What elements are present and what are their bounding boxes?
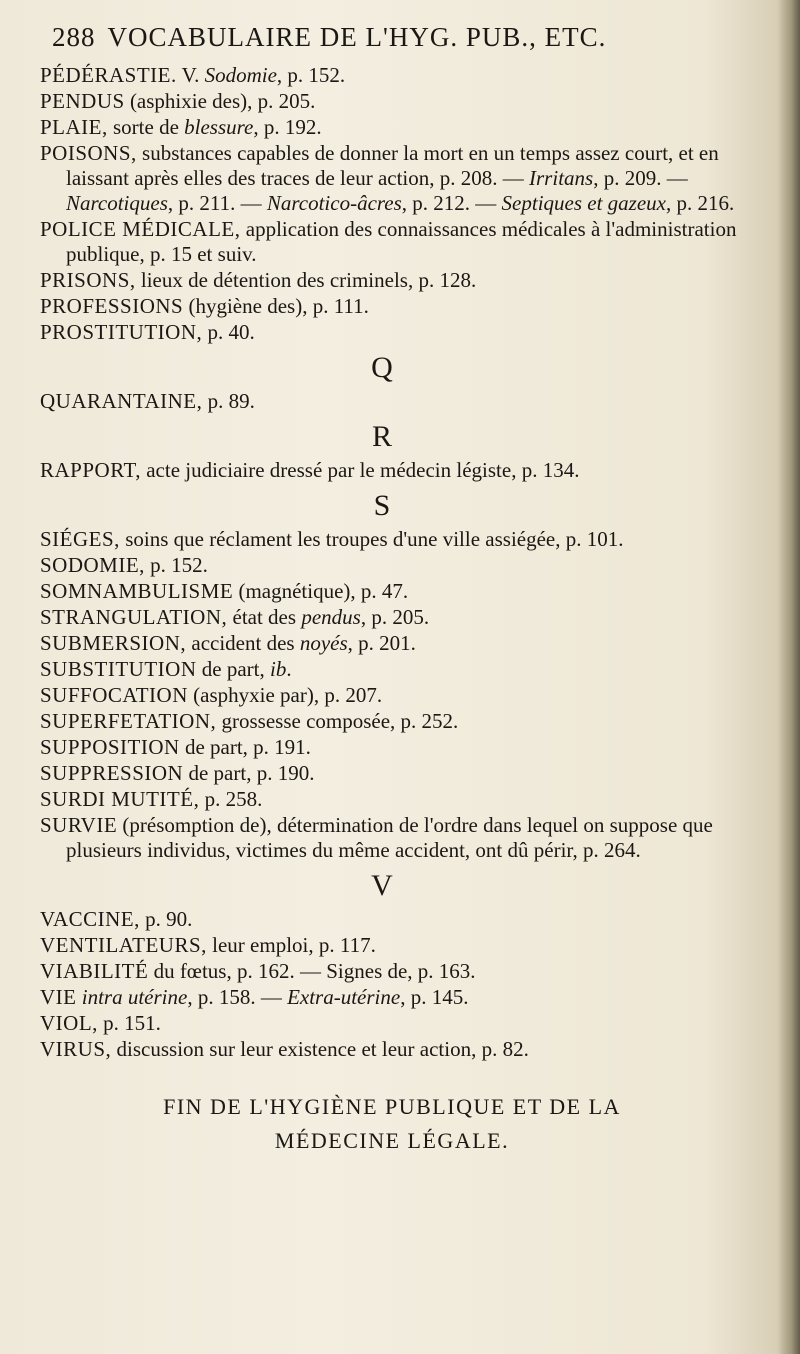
entry-text: soins que réclament les troupes d'une ville assiégée, p. 101.	[119, 527, 624, 551]
index-entry	[40, 389, 754, 414]
page-edge-shadow	[778, 0, 800, 1354]
entry-headword: STRANGULATION,	[40, 605, 228, 629]
entry-text: de part, p. 191.	[179, 735, 311, 759]
entry-headword: RAPPORT,	[40, 458, 141, 482]
index-entry	[40, 735, 754, 760]
entry-headword: SOMNAMBULISME	[40, 579, 234, 603]
entry-text: p. 40.	[202, 320, 255, 344]
entry-text: (asphyxie par), p. 207.	[187, 683, 383, 707]
index-entry	[40, 458, 754, 483]
entry-italic-text: Narcotico-âcres	[266, 191, 402, 215]
index-entry	[40, 579, 754, 604]
letter-heading-q: Q	[371, 351, 393, 384]
entry-headword: SUPPRESSION	[40, 761, 184, 785]
entry-text: , p. 205.	[360, 605, 430, 629]
entry-text: , p. 158. —	[187, 985, 288, 1009]
end-note	[40, 1090, 754, 1158]
entry-text: , p. 201.	[347, 631, 416, 655]
letter-heading-v: V	[371, 869, 393, 902]
end-note-line-1: FIN DE L'HYGIÈNE PUBLIQUE ET DE LA	[163, 1094, 621, 1119]
index-entry	[40, 683, 754, 708]
entry-headword: POLICE MÉDICALE,	[40, 217, 241, 241]
entry-text: V.	[176, 63, 205, 87]
entry-headword: PROFESSIONS	[40, 294, 184, 318]
entry-headword: SUFFOCATION	[40, 683, 188, 707]
entry-italic-text: blessure	[184, 115, 254, 139]
entry-italic-text: Septiques et gazeux	[501, 191, 666, 215]
index-entry	[40, 217, 754, 267]
index-entry	[40, 320, 754, 345]
entry-headword: PÉDÉRASTIE.	[40, 63, 177, 87]
index-section-p	[40, 63, 754, 345]
entry-headword: VIRUS,	[40, 1037, 112, 1061]
entry-headword: VIOL,	[40, 1011, 98, 1035]
index-entry	[40, 527, 754, 552]
index-section-v	[40, 907, 754, 1062]
entry-text: , p. 216.	[666, 191, 735, 215]
index-entry	[40, 787, 754, 812]
entry-headword: SODOMIE,	[40, 553, 145, 577]
index-entry	[40, 985, 754, 1010]
running-title: VOCABULAIRE DE L'HYG. PUB., ETC.	[107, 22, 607, 52]
entry-text: accident des	[186, 631, 300, 655]
index-entry	[40, 268, 754, 293]
entry-headword: SURVIE	[40, 813, 118, 837]
entry-italic-text: Extra-utérine	[287, 985, 401, 1009]
entry-text: .	[286, 657, 292, 681]
entry-text: , p. 211. —	[167, 191, 267, 215]
entry-headword: SIÉGES,	[40, 527, 120, 551]
entry-headword: PRISONS,	[40, 268, 136, 292]
index-entry	[40, 89, 754, 114]
index-entry	[40, 141, 754, 216]
index-entry	[40, 294, 754, 319]
entry-headword: SUPERFETATION,	[40, 709, 217, 733]
entry-text: , p. 192.	[253, 115, 322, 139]
letter-heading-r: R	[371, 420, 392, 453]
entry-headword: PROSTITUTION,	[40, 320, 203, 344]
entry-headword: QUARANTAINE,	[40, 389, 203, 413]
entry-text: de part,	[196, 657, 270, 681]
entry-text: grossesse composée, p. 252.	[216, 709, 459, 733]
entry-text: sorte de	[107, 115, 185, 139]
entry-text: état des	[227, 605, 302, 629]
entry-text: discussion sur leur existence et leur action, p. 82.	[111, 1037, 529, 1061]
entry-text: de part, p. 190.	[183, 761, 315, 785]
index-entry	[40, 761, 754, 786]
letter-heading-s: S	[373, 489, 391, 522]
running-header	[52, 22, 754, 53]
entry-text: p. 90.	[139, 907, 193, 931]
entry-headword: VIABILITÉ	[40, 959, 149, 983]
entry-headword: PENDUS	[40, 89, 125, 113]
entry-text: , p. 209. —	[593, 166, 688, 190]
entry-headword: PLAIE,	[40, 115, 108, 139]
entry-text: lieux de détention des criminels, p. 128.	[135, 268, 477, 292]
entry-text: (asphixie des), p. 205.	[124, 89, 316, 113]
index-entry	[40, 1011, 754, 1036]
entry-headword: VENTILATEURS,	[40, 933, 207, 957]
entry-text: p. 258.	[199, 787, 263, 811]
page-number: 288	[52, 22, 96, 52]
index-entry	[40, 933, 754, 958]
entry-text: leur emploi, p. 117.	[206, 933, 376, 957]
entry-text: (magnétique), p. 47.	[233, 579, 409, 603]
index-entry	[40, 657, 754, 682]
entry-headword: SUPPOSITION	[40, 735, 180, 759]
entry-headword: SUBMERSION,	[40, 631, 187, 655]
entry-text: , p. 212. —	[401, 191, 502, 215]
entry-text: application des connaissances médicales à l'administration publique, p. 15 et suiv.	[66, 217, 737, 266]
index-entry	[40, 813, 754, 863]
entry-text: substances capables de donner la mort en un temps assez court, et en laissant après elles des traces de leur action, p. 208. —	[66, 141, 719, 190]
entry-text: p. 89.	[202, 389, 255, 413]
index-entry	[40, 959, 754, 984]
index-entry	[40, 63, 754, 88]
end-note-line-2: MÉDECINE LÉGALE.	[274, 1128, 510, 1153]
index-section-s	[40, 527, 754, 863]
index-section-r	[40, 458, 754, 483]
index-entry	[40, 553, 754, 578]
entry-headword: SURDI MUTITÉ,	[40, 787, 200, 811]
entry-text: (présomption de), détermination de l'ordre dans lequel on suppose que plusieurs individus, victimes du même accident, ont dû périr, p. 264.	[66, 813, 713, 862]
entry-italic-text: noyés	[299, 631, 348, 655]
entry-text: acte judiciaire dressé par le médecin légiste, p. 134.	[140, 458, 580, 482]
entry-italic-text: pendus	[301, 605, 361, 629]
entry-headword: SUBSTITUTION	[40, 657, 197, 681]
entry-italic-text: Irritans	[529, 166, 594, 190]
index-section-q	[40, 389, 754, 414]
entry-text: , p. 152.	[276, 63, 346, 87]
entry-italic-text: Sodomie	[204, 63, 277, 87]
entry-italic-text: ib	[269, 657, 287, 681]
index-entry	[40, 115, 754, 140]
entry-text: du fœtus, p. 162. — Signes de, p. 163.	[148, 959, 476, 983]
index-entry	[40, 605, 754, 630]
entry-text: p. 152.	[144, 553, 208, 577]
entry-headword: POISONS,	[40, 141, 137, 165]
entry-headword: VIE	[40, 985, 77, 1009]
index-entry	[40, 631, 754, 656]
entry-italic-text: intra utérine	[81, 985, 188, 1009]
entry-text: , p. 145.	[400, 985, 469, 1009]
index-entry	[40, 709, 754, 734]
entry-headword: VACCINE,	[40, 907, 140, 931]
entry-text: p. 151.	[97, 1011, 161, 1035]
index-entry	[40, 1037, 754, 1062]
entry-text: (hygiène des), p. 111.	[183, 294, 369, 318]
index-entry	[40, 907, 754, 932]
entry-italic-text: Narcotiques	[66, 191, 168, 215]
